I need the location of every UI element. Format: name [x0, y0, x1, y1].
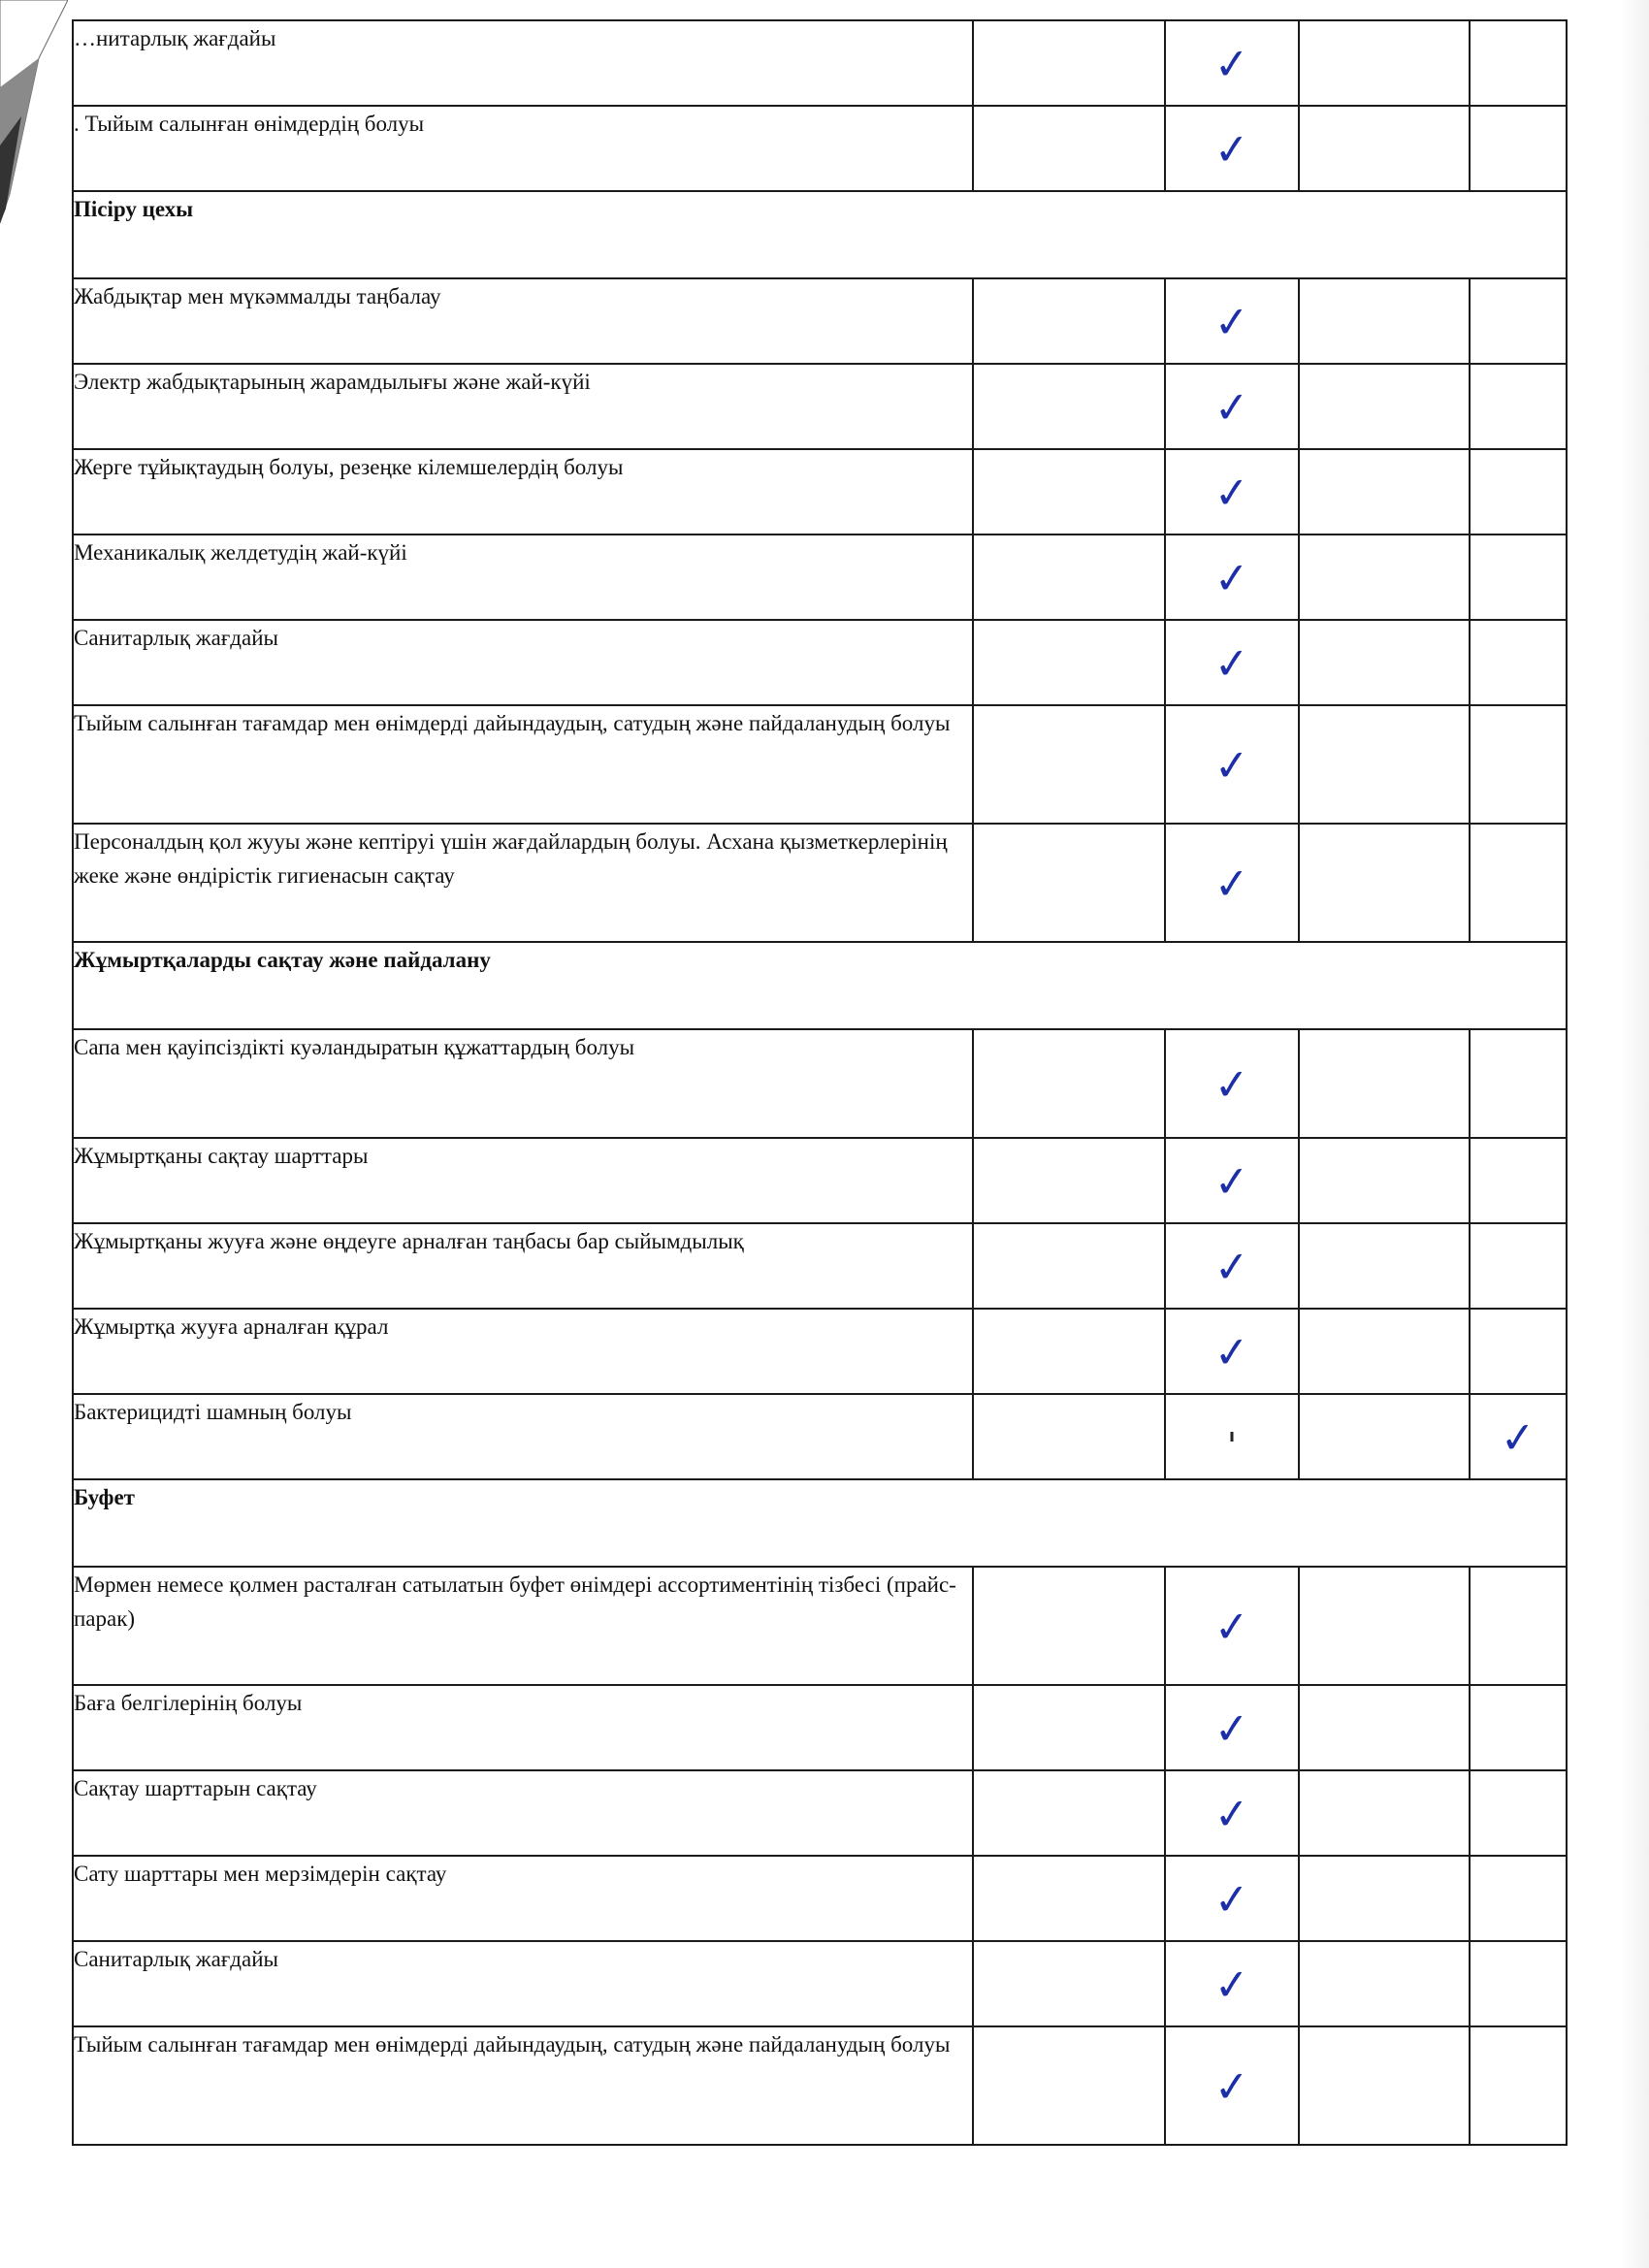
check-mark-icon: ✓ [1212, 123, 1252, 177]
mark-cell-2 [1165, 1138, 1299, 1223]
mark-cell-2 [1165, 106, 1299, 191]
mark-cell-2 [1165, 364, 1299, 449]
mark-cell-2 [1165, 1685, 1299, 1770]
mark-cell-4 [1470, 1941, 1567, 2026]
row-label: Тыйым салынған тағамдар мен өнімдерді дайындаудың, сатудың және пайдаланудың болуы [73, 705, 973, 824]
checklist-row [73, 364, 1567, 449]
check-mark-icon: ✓ [1212, 1241, 1252, 1294]
checklist-row [73, 2026, 1567, 2145]
row-label: Жұмыртқа жууға арналған құрал [73, 1309, 973, 1394]
mark-cell-4 [1470, 1856, 1567, 1941]
section-header-row [73, 1479, 1567, 1567]
row-label: Мөрмен немесе қолмен расталған сатылатын буфет өнімдері ассортиментінің тізбесі (прайс-парак) [73, 1567, 973, 1685]
checklist-row [73, 1941, 1567, 2026]
check-mark-icon: ✓ [1212, 2060, 1252, 2114]
mark-cell-3 [1299, 20, 1470, 106]
mark-cell-1 [973, 1856, 1165, 1941]
mark-cell-1 [973, 106, 1165, 191]
mark-cell-3 [1299, 705, 1470, 824]
row-label: . Тыйым салынған өнімдердің болуы [73, 106, 973, 191]
mark-cell-1 [973, 1029, 1165, 1138]
section-header-row [73, 942, 1567, 1029]
mark-cell-2 [1165, 535, 1299, 620]
check-mark-icon: ✓ [1212, 1788, 1252, 1841]
mark-cell-2 [1165, 1941, 1299, 2026]
checklist-row [73, 535, 1567, 620]
mark-cell-2 [1165, 1856, 1299, 1941]
row-label: Электр жабдықтарының жарамдылығы және жай-күйі [73, 364, 973, 449]
mark-cell-1 [973, 1685, 1165, 1770]
row-label: Тыйым салынған тағамдар мен өнімдерді дайындаудың, сатудың және пайдаланудың болуы [73, 2026, 973, 2145]
mark-cell-4 [1470, 1223, 1567, 1309]
row-label: Персоналдың қол жууы және кептіруі үшін жағдайлардың болуы. Асхана қызметкерлерінің жеке және өндірістік гигиенасын сақтау [73, 824, 973, 942]
mark-cell-4 [1470, 449, 1567, 535]
checklist-row [73, 620, 1567, 705]
checklist-row [73, 1394, 1567, 1479]
mark-cell-1 [973, 1567, 1165, 1685]
mark-cell-1 [973, 1138, 1165, 1223]
mark-cell-4 [1470, 1567, 1567, 1685]
mark-cell-2 [1165, 1223, 1299, 1309]
check-mark-icon: ✓ [1212, 1155, 1252, 1209]
mark-cell-4 [1470, 20, 1567, 106]
check-mark-icon: ✓ [1212, 1058, 1252, 1112]
mark-cell-2 [1165, 1567, 1299, 1685]
check-mark-icon: ✓ [1212, 637, 1252, 691]
mark-cell-1 [973, 1394, 1165, 1479]
checklist-row [73, 1567, 1567, 1685]
section-title: Жұмыртқаларды сақтау және пайдалану [73, 942, 1567, 1029]
checklist-sheet [72, 19, 1566, 2146]
mark-cell-1 [973, 705, 1165, 824]
row-label: Санитарлық жағдайы [73, 1941, 973, 2026]
mark-cell-1 [973, 2026, 1165, 2145]
check-mark-icon: ✓ [1212, 1326, 1252, 1379]
page-edge-shadow [1620, 0, 1649, 2268]
check-mark-icon: ✓ [1212, 1601, 1252, 1654]
checklist-rows [73, 20, 1567, 2145]
checklist-row [73, 1029, 1567, 1138]
section-title: Буфет [73, 1479, 1567, 1567]
row-label: Бактерицидті шамның болуы [73, 1394, 973, 1479]
row-label: Сату шарттары мен мерзімдерін сақтау [73, 1856, 973, 1941]
mark-cell-2 [1165, 1394, 1299, 1479]
row-label: Жұмыртқаны жууға және өңдеуге арналған таңбасы бар сыйымдылық [73, 1223, 973, 1309]
mark-cell-3 [1299, 1941, 1470, 2026]
row-label: Механикалық желдетудің жай-күйі [73, 535, 973, 620]
checklist-row [73, 1138, 1567, 1223]
mark-cell-1 [973, 1223, 1165, 1309]
checklist-table [72, 19, 1568, 2146]
mark-cell-3 [1299, 278, 1470, 364]
row-label: Сапа мен қауіпсіздікті куәландыратын құжаттардың болуы [73, 1029, 973, 1138]
check-mark-icon: ✓ [1212, 739, 1252, 793]
mark-cell-3 [1299, 1567, 1470, 1685]
row-label: Баға белгілерінің болуы [73, 1685, 973, 1770]
ink-dot [1231, 1432, 1234, 1442]
mark-cell-3 [1299, 824, 1470, 942]
mark-cell-2 [1165, 1770, 1299, 1856]
checklist-row [73, 1685, 1567, 1770]
mark-cell-3 [1299, 1223, 1470, 1309]
check-mark-icon: ✓ [1212, 552, 1252, 605]
mark-cell-2 [1165, 705, 1299, 824]
mark-cell-4 [1470, 620, 1567, 705]
mark-cell-1 [973, 1309, 1165, 1394]
mark-cell-2 [1165, 1029, 1299, 1138]
mark-cell-1 [973, 278, 1165, 364]
mark-cell-4 [1470, 106, 1567, 191]
mark-cell-3 [1299, 364, 1470, 449]
mark-cell-1 [973, 20, 1165, 106]
mark-cell-1 [973, 824, 1165, 942]
mark-cell-1 [973, 364, 1165, 449]
row-label: Жерге тұйықтаудың болуы, резеңке кілемшелердің болуы [73, 449, 973, 535]
check-mark-icon: ✓ [1212, 467, 1252, 520]
section-header-row [73, 191, 1567, 278]
mark-cell-1 [973, 1770, 1165, 1856]
mark-cell-3 [1299, 449, 1470, 535]
mark-cell-2 [1165, 824, 1299, 942]
mark-cell-4 [1470, 1138, 1567, 1223]
mark-cell-3 [1299, 1770, 1470, 1856]
mark-cell-3 [1299, 1685, 1470, 1770]
check-mark-icon: ✓ [1498, 1411, 1538, 1465]
checklist-row [73, 1309, 1567, 1394]
mark-cell-4 [1470, 535, 1567, 620]
mark-cell-3 [1299, 1394, 1470, 1479]
mark-cell-4 [1470, 705, 1567, 824]
check-mark-icon: ✓ [1212, 38, 1252, 91]
checklist-row [73, 449, 1567, 535]
mark-cell-4 [1470, 1029, 1567, 1138]
mark-cell-3 [1299, 620, 1470, 705]
row-label: …нитарлық жағдайы [73, 20, 973, 106]
mark-cell-3 [1299, 535, 1470, 620]
row-label: Санитарлық жағдайы [73, 620, 973, 705]
checklist-row [73, 1856, 1567, 1941]
mark-cell-1 [973, 1941, 1165, 2026]
mark-cell-4 [1470, 278, 1567, 364]
check-mark-icon: ✓ [1212, 1959, 1252, 2012]
folded-corner [0, 0, 68, 233]
check-mark-icon: ✓ [1212, 381, 1252, 435]
mark-cell-2 [1165, 2026, 1299, 2145]
mark-cell-4 [1470, 824, 1567, 942]
check-mark-icon: ✓ [1212, 1702, 1252, 1756]
checklist-row [73, 106, 1567, 191]
mark-cell-4 [1470, 1770, 1567, 1856]
mark-cell-4 [1470, 364, 1567, 449]
row-label: Жұмыртқаны сақтау шарттары [73, 1138, 973, 1223]
checklist-row [73, 824, 1567, 942]
mark-cell-1 [973, 620, 1165, 705]
check-mark-icon: ✓ [1212, 296, 1252, 349]
mark-cell-2 [1165, 278, 1299, 364]
mark-cell-4 [1470, 1394, 1567, 1479]
mark-cell-1 [973, 535, 1165, 620]
mark-cell-3 [1299, 106, 1470, 191]
checklist-row [73, 1770, 1567, 1856]
mark-cell-3 [1299, 1029, 1470, 1138]
checklist-row [73, 278, 1567, 364]
row-label: Сақтау шарттарын сақтау [73, 1770, 973, 1856]
mark-cell-2 [1165, 620, 1299, 705]
section-title: Пісіру цехы [73, 191, 1567, 278]
mark-cell-2 [1165, 1309, 1299, 1394]
mark-cell-1 [973, 449, 1165, 535]
check-mark-icon: ✓ [1212, 858, 1252, 911]
checklist-row [73, 1223, 1567, 1309]
mark-cell-2 [1165, 20, 1299, 106]
mark-cell-4 [1470, 2026, 1567, 2145]
mark-cell-3 [1299, 1309, 1470, 1394]
mark-cell-4 [1470, 1685, 1567, 1770]
mark-cell-2 [1165, 449, 1299, 535]
checklist-row [73, 705, 1567, 824]
mark-cell-3 [1299, 2026, 1470, 2145]
row-label: Жабдықтар мен мүкәммалды таңбалау [73, 278, 973, 364]
checklist-row [73, 20, 1567, 106]
check-mark-icon: ✓ [1212, 1873, 1252, 1927]
mark-cell-3 [1299, 1856, 1470, 1941]
mark-cell-4 [1470, 1309, 1567, 1394]
mark-cell-3 [1299, 1138, 1470, 1223]
